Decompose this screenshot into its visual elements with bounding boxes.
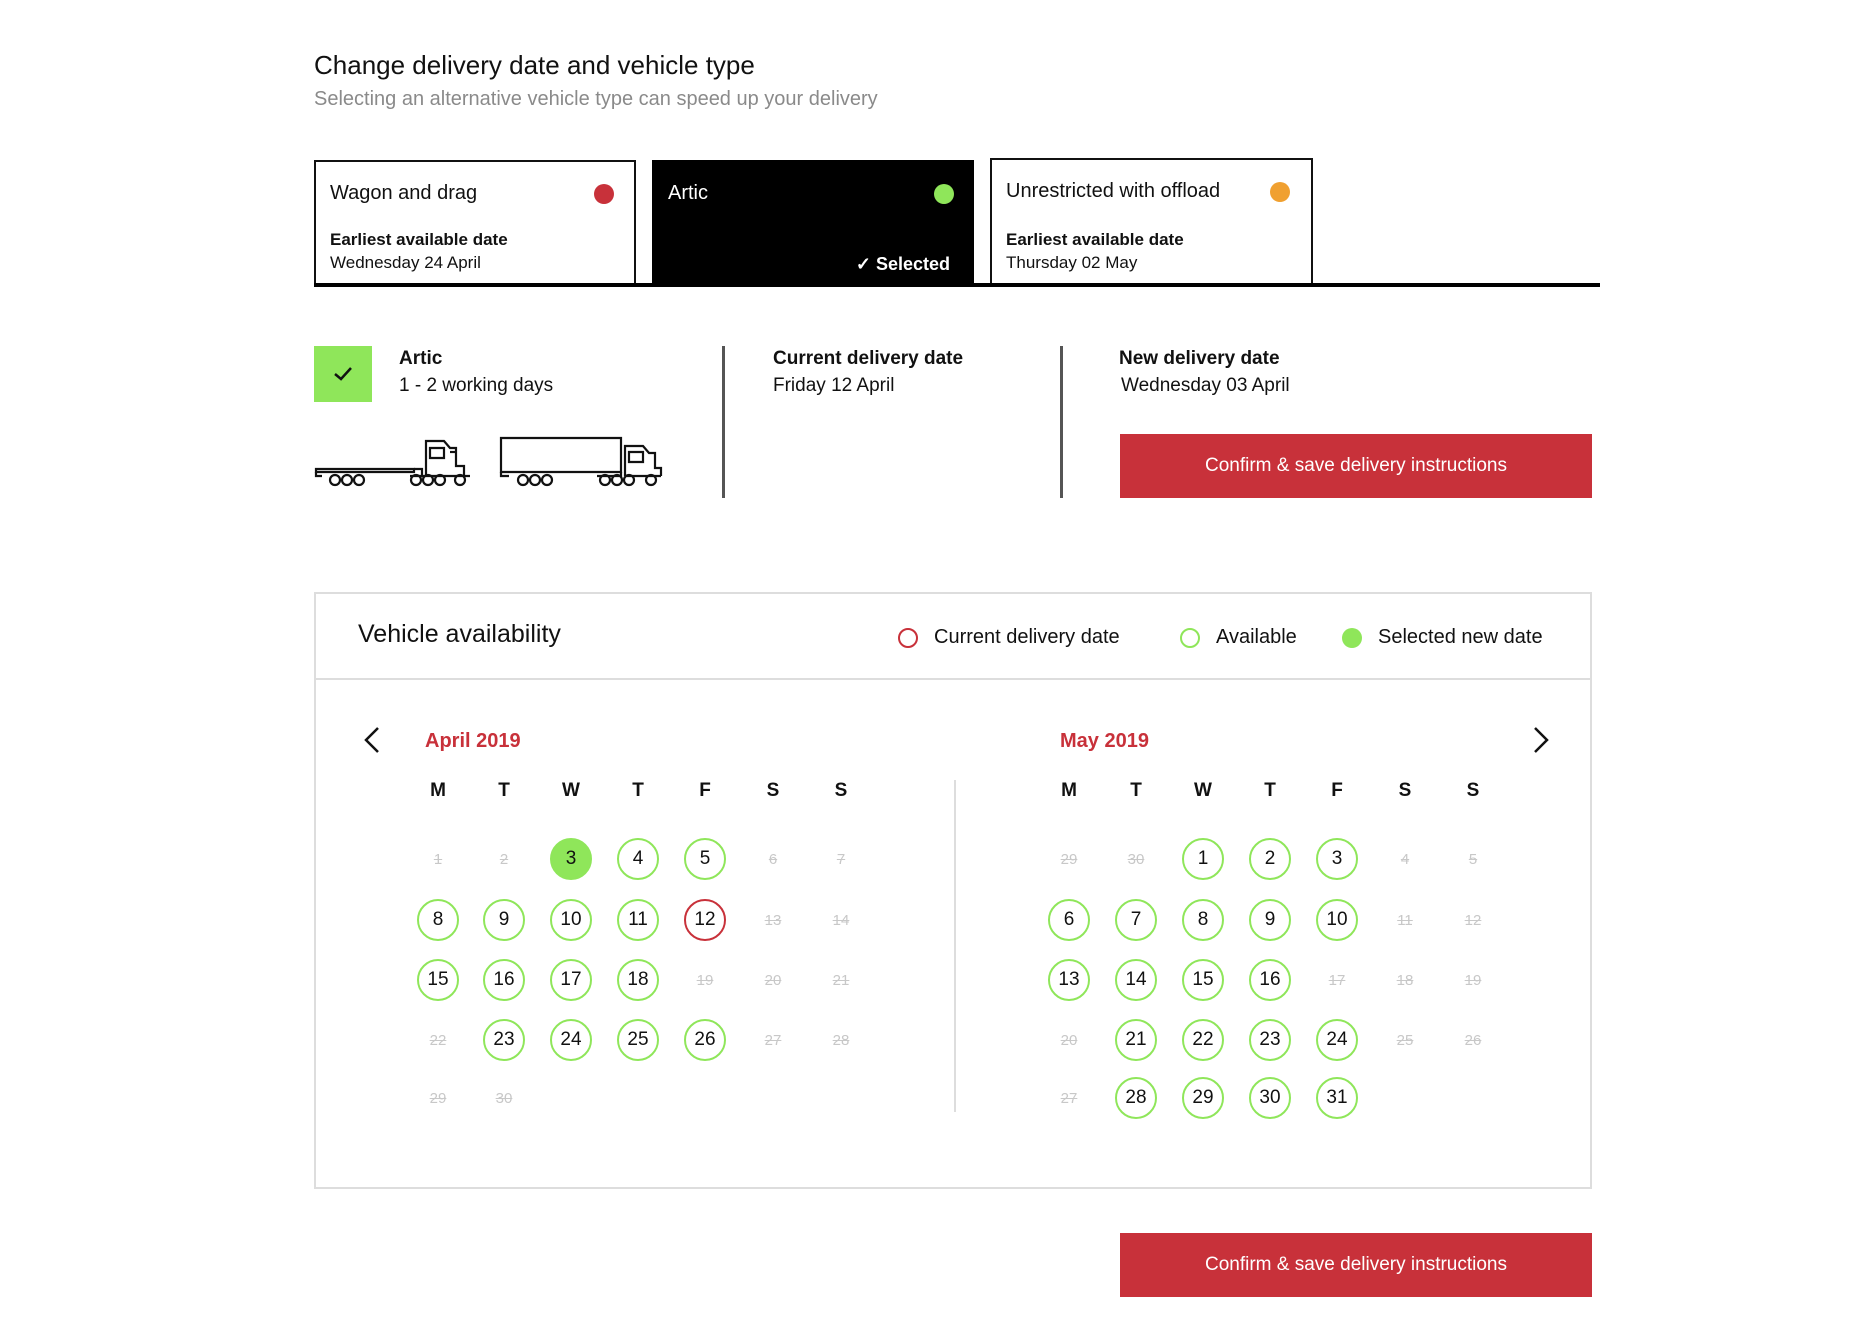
- calendar-day-unavailable: 6: [768, 850, 778, 868]
- weekday-header: W: [562, 780, 580, 801]
- box-trailer-truck-icon: [499, 436, 663, 488]
- month-title-april: April 2019: [425, 730, 521, 752]
- check-icon: ✓: [855, 254, 876, 274]
- legend-current: [898, 626, 1120, 649]
- calendar-day[interactable]: 28: [1115, 1077, 1157, 1119]
- calendar-day-unavailable: 21: [832, 971, 850, 989]
- new-delivery-label: New delivery date: [1119, 348, 1280, 369]
- flatbed-truck-icon: [314, 436, 476, 488]
- weekday-header: W: [1194, 780, 1212, 801]
- divider: [1060, 346, 1063, 498]
- tab-name: Artic: [668, 182, 708, 204]
- tab-name: Unrestricted with offload: [1006, 180, 1221, 202]
- calendar-day-unavailable: 11: [1397, 911, 1413, 929]
- calendar-day[interactable]: 3: [550, 838, 592, 880]
- calendar-day[interactable]: 30: [1249, 1077, 1291, 1119]
- calendar-day[interactable]: 21: [1115, 1019, 1157, 1061]
- weekday-header: T: [632, 780, 644, 801]
- weekday-header: F: [699, 780, 711, 801]
- calendar-day[interactable]: 16: [483, 959, 525, 1001]
- calendar-day-unavailable: 2: [499, 850, 509, 868]
- calendar-day-unavailable: 20: [764, 971, 782, 989]
- weekday-header: F: [1331, 780, 1343, 801]
- legend-selected: [1342, 626, 1543, 649]
- calendar-day[interactable]: 3: [1316, 838, 1358, 880]
- tab-wagon-and-drag[interactable]: [314, 160, 636, 283]
- vehicle-name: Artic: [399, 348, 443, 369]
- month-title-may: May 2019: [1060, 730, 1149, 752]
- calendar-day-unavailable: 19: [696, 971, 714, 989]
- calendar-day-unavailable: 22: [429, 1031, 447, 1049]
- calendar-day[interactable]: 15: [417, 959, 459, 1001]
- selected-badge: [856, 254, 950, 275]
- availability-title: Vehicle availability: [358, 620, 561, 648]
- calendar-day[interactable]: 31: [1316, 1077, 1358, 1119]
- next-month-arrow-icon[interactable]: [1529, 724, 1553, 756]
- calendar-day-unavailable: 20: [1060, 1031, 1078, 1049]
- calendar-day[interactable]: 12: [684, 899, 726, 941]
- calendar-day[interactable]: 7: [1115, 899, 1157, 941]
- calendar-day-unavailable: 27: [764, 1031, 782, 1049]
- calendar-day[interactable]: 11: [617, 899, 659, 941]
- status-dot-icon: [1270, 182, 1290, 202]
- calendar-day-unavailable: 30: [495, 1089, 513, 1107]
- earliest-date-value: Wednesday 24 April: [330, 253, 481, 272]
- check-icon: [332, 365, 354, 383]
- selected-label: Selected: [875, 254, 950, 274]
- calendar-day[interactable]: 15: [1182, 959, 1224, 1001]
- current-delivery-value: Friday 12 April: [773, 375, 895, 396]
- earliest-date-label: Earliest available date: [330, 230, 508, 249]
- weekday-header: T: [1130, 780, 1142, 801]
- calendar-day-unavailable: 7: [836, 850, 846, 868]
- calendar-day[interactable]: 25: [617, 1019, 659, 1061]
- calendar-day[interactable]: 5: [684, 838, 726, 880]
- calendar-day[interactable]: 9: [1249, 899, 1291, 941]
- calendar-day[interactable]: 29: [1182, 1077, 1224, 1119]
- page-subtitle: Selecting an alternative vehicle type can speed up your delivery: [314, 88, 878, 110]
- calendar-day-unavailable: 25: [1396, 1031, 1414, 1049]
- calendar-day-unavailable: 4: [1400, 850, 1410, 868]
- legend-current-label: Current delivery date: [934, 626, 1120, 648]
- calendar-day-unavailable: 17: [1328, 971, 1346, 989]
- calendar-day[interactable]: 23: [483, 1019, 525, 1061]
- calendar-day[interactable]: 26: [684, 1019, 726, 1061]
- calendar-day[interactable]: 16: [1249, 959, 1291, 1001]
- calendar-day-unavailable: 14: [832, 911, 850, 929]
- calendar-day-unavailable: 19: [1464, 971, 1482, 989]
- selected-date-legend-icon: [1342, 628, 1362, 648]
- tab-unrestricted-with-offload[interactable]: [990, 158, 1313, 283]
- weekday-header: S: [834, 780, 848, 801]
- page-title: Change delivery date and vehicle type: [314, 50, 755, 80]
- status-dot-icon: [594, 184, 614, 204]
- calendar-divider: [954, 780, 956, 1112]
- calendar-day-unavailable: 1: [433, 850, 443, 868]
- vehicle-duration: 1 - 2 working days: [399, 375, 554, 396]
- calendar-day[interactable]: 10: [550, 899, 592, 941]
- weekday-header: T: [1264, 780, 1276, 801]
- weekday-header: M: [430, 780, 446, 801]
- calendar-day[interactable]: 24: [550, 1019, 592, 1061]
- calendar-day-unavailable: 26: [1464, 1031, 1482, 1049]
- vehicle-selected-checkbox: [314, 346, 372, 402]
- calendar-day-unavailable: 13: [764, 911, 782, 929]
- confirm-save-button-bottom[interactable]: Confirm & save delivery instructions: [1120, 1233, 1592, 1297]
- prev-month-arrow-icon[interactable]: [360, 724, 384, 756]
- weekday-header: S: [1466, 780, 1480, 801]
- calendar-day[interactable]: 14: [1115, 959, 1157, 1001]
- current-delivery-label: Current delivery date: [773, 348, 964, 369]
- tab-name: Wagon and drag: [330, 182, 478, 204]
- legend-available: [1180, 626, 1297, 649]
- available-legend-icon: [1180, 628, 1200, 648]
- panel-header: [316, 594, 1590, 680]
- calendar-day-unavailable: 18: [1396, 971, 1414, 989]
- calendar-day-unavailable: 27: [1060, 1089, 1078, 1107]
- calendar-day[interactable]: 4: [617, 838, 659, 880]
- calendar-day[interactable]: 22: [1182, 1019, 1224, 1061]
- earliest-date-value: Thursday 02 May: [1006, 253, 1138, 272]
- calendar-day[interactable]: 8: [417, 899, 459, 941]
- calendar-day[interactable]: 10: [1316, 899, 1358, 941]
- calendar-day-unavailable: 12: [1464, 911, 1482, 929]
- calendar-day[interactable]: 2: [1249, 838, 1291, 880]
- calendar-day-unavailable: 28: [832, 1031, 850, 1049]
- current-date-legend-icon: [898, 628, 918, 648]
- calendar-day[interactable]: 23: [1249, 1019, 1291, 1061]
- tab-artic[interactable]: [652, 160, 974, 283]
- calendar-day-unavailable: 5: [1468, 850, 1478, 868]
- calendar-day[interactable]: 24: [1316, 1019, 1358, 1061]
- confirm-save-button-top[interactable]: Confirm & save delivery instructions: [1120, 434, 1592, 498]
- calendar-day-unavailable: 29: [1060, 850, 1078, 868]
- calendar-day[interactable]: 1: [1182, 838, 1224, 880]
- calendar-day[interactable]: 6: [1048, 899, 1090, 941]
- vehicle-type-tabs: [314, 160, 1600, 287]
- divider: [722, 346, 725, 498]
- calendar-day[interactable]: 9: [483, 899, 525, 941]
- vehicle-availability-panel: [314, 592, 1592, 1189]
- legend-selected-label: Selected new date: [1378, 626, 1543, 648]
- weekday-header: S: [766, 780, 780, 801]
- calendar-day[interactable]: 17: [550, 959, 592, 1001]
- earliest-date-label: Earliest available date: [1006, 230, 1184, 249]
- calendar-day[interactable]: 18: [617, 959, 659, 1001]
- calendar-day-unavailable: 30: [1127, 850, 1145, 868]
- status-dot-icon: [934, 184, 954, 204]
- weekday-header: T: [498, 780, 510, 801]
- weekday-header: S: [1398, 780, 1412, 801]
- new-delivery-value: Wednesday 03 April: [1121, 375, 1290, 396]
- weekday-header: M: [1061, 780, 1077, 801]
- legend-available-label: Available: [1216, 626, 1297, 648]
- calendar-day[interactable]: 13: [1048, 959, 1090, 1001]
- calendar-day[interactable]: 8: [1182, 899, 1224, 941]
- calendar-day-unavailable: 29: [429, 1089, 447, 1107]
